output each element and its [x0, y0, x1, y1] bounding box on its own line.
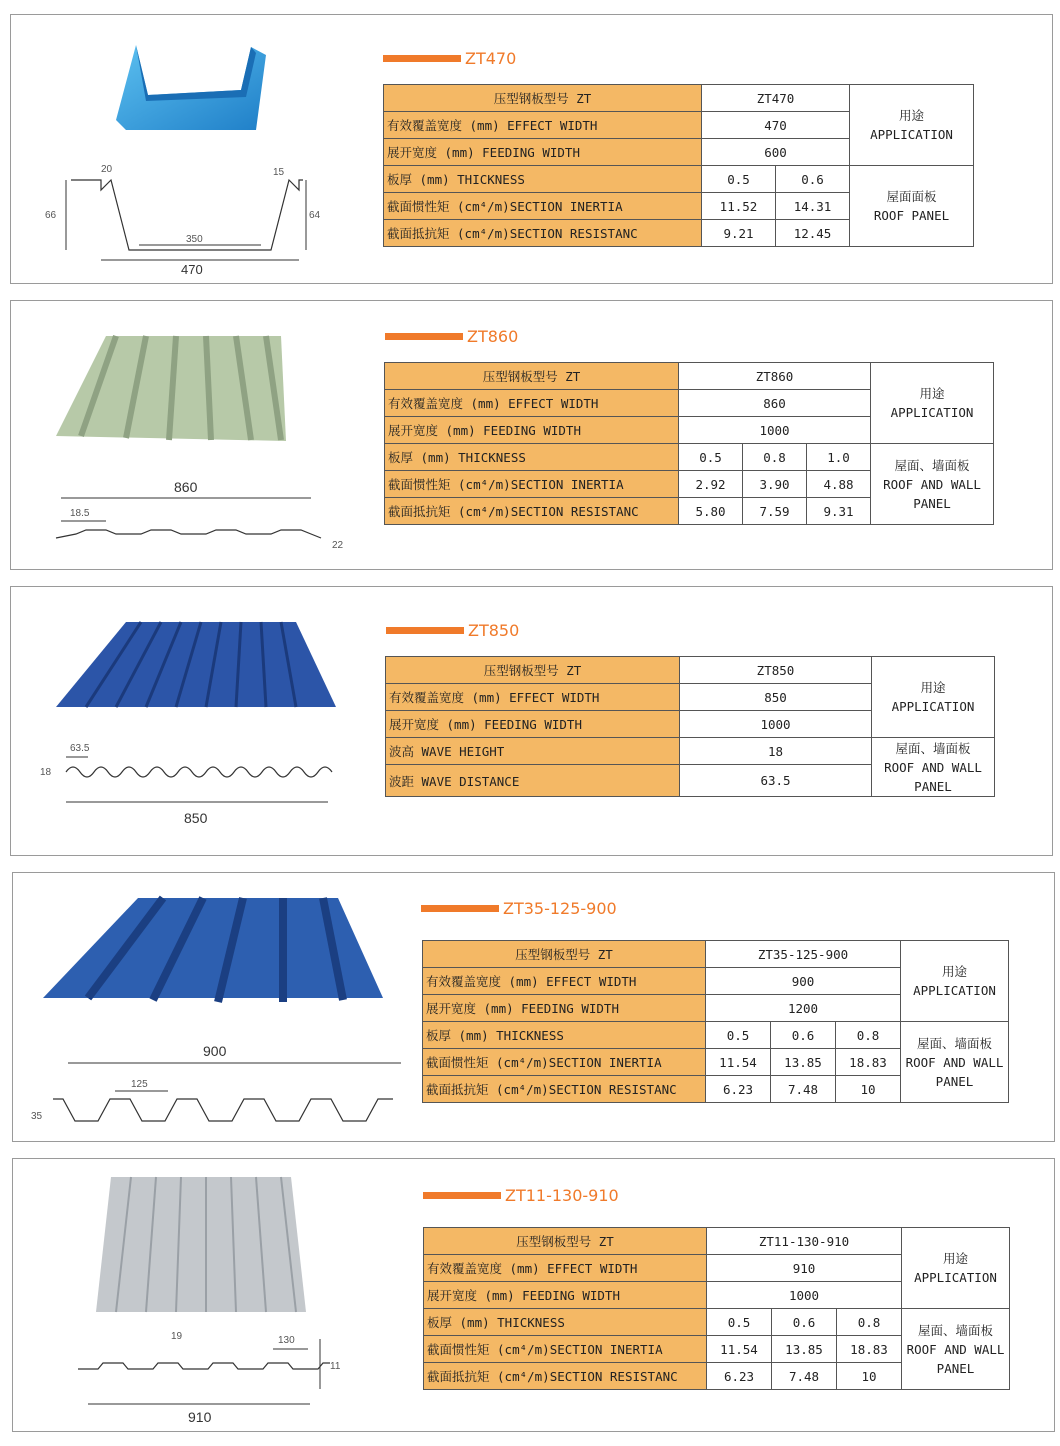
effect-width-value: 900: [706, 968, 901, 995]
inertia-value: 18.83: [837, 1336, 902, 1363]
profile-drawing-zt11-130-910: [68, 1319, 398, 1429]
wave-distance-value: 63.5: [680, 765, 872, 797]
use-en: ROOF AND WALL PANEL: [884, 759, 982, 794]
product-section-zt35-125-900: [12, 872, 1055, 1142]
title-text: ZT850: [468, 621, 520, 640]
model-label: 压型钢板型号 ZT: [424, 1228, 707, 1255]
feeding-width-value: 600: [702, 139, 850, 166]
dim-label: 860: [174, 479, 198, 495]
thickness-value: 0.5: [706, 1022, 771, 1049]
title-bar: [423, 1192, 501, 1199]
wave-distance-label: 波距 WAVE DISTANCE: [386, 765, 680, 797]
dim-label: 63.5: [70, 743, 90, 754]
use-cell: [871, 444, 994, 525]
spec-table-zt850: [385, 656, 995, 797]
dim-label: 66: [45, 210, 57, 221]
use-cn: 屋面、墙面板: [917, 1322, 993, 1338]
dim-label: 20: [101, 164, 113, 175]
feeding-width-label: 展开宽度 (mm) FEEDING WIDTH: [385, 417, 679, 444]
feeding-width-label: 展开宽度 (mm) FEEDING WIDTH: [386, 711, 680, 738]
thickness-label: 板厚 (mm) THICKNESS: [423, 1022, 706, 1049]
application-cn: 用途: [941, 964, 967, 979]
model-value: ZT470: [702, 85, 850, 112]
application-cell: [871, 363, 994, 444]
resistance-value: 9.31: [807, 498, 871, 525]
dim-label: 910: [188, 1409, 212, 1425]
thickness-value: 0.6: [772, 1309, 837, 1336]
resistance-label: 截面抵抗矩 (cm⁴/m)SECTION RESISTANC: [385, 498, 679, 525]
application-en: APPLICATION: [891, 699, 975, 714]
dim-label: 11: [330, 1361, 341, 1372]
inertia-value: 14.31: [776, 193, 850, 220]
use-en: ROOF PANEL: [873, 208, 950, 223]
panel-image-zt850: [46, 612, 346, 722]
application-cn: 用途: [942, 1251, 968, 1266]
dim-label: 470: [181, 262, 203, 277]
resistance-label: 截面抵抗矩 (cm⁴/m)SECTION RESISTANC: [423, 1076, 706, 1103]
application-cell: [872, 657, 995, 738]
feeding-width-value: 1000: [679, 417, 871, 444]
resistance-value: 9.21: [702, 220, 776, 247]
use-en: ROOF AND WALL PANEL: [906, 1341, 1005, 1376]
dim-label: 35: [31, 1111, 43, 1122]
product-section-zt850: [10, 586, 1053, 856]
wave-height-label: 波高 WAVE HEIGHT: [386, 738, 680, 765]
profile-drawing-zt35-125-900: [23, 1041, 403, 1131]
model-value: ZT11-130-910: [707, 1228, 902, 1255]
resistance-value: 7.59: [743, 498, 807, 525]
use-cn: 屋面、墙面板: [895, 740, 971, 756]
section-title-zt11-130-910: [423, 1186, 619, 1205]
inertia-value: 3.90: [743, 471, 807, 498]
feeding-width-value: 1000: [680, 711, 872, 738]
thickness-value: 0.6: [771, 1022, 836, 1049]
effect-width-value: 860: [679, 390, 871, 417]
thickness-value: 0.8: [743, 444, 807, 471]
panel-image-zt35-125-900: [38, 888, 398, 1018]
thickness-label: 板厚 (mm) THICKNESS: [385, 444, 679, 471]
feeding-width-label: 展开宽度 (mm) FEEDING WIDTH: [384, 139, 702, 166]
title-bar: [385, 333, 463, 340]
resistance-label: 截面抵抗矩 (cm⁴/m)SECTION RESISTANC: [384, 220, 702, 247]
inertia-value: 11.52: [702, 193, 776, 220]
effect-width-label: 有效覆盖宽度 (mm) EFFECT WIDTH: [386, 684, 680, 711]
effect-width-label: 有效覆盖宽度 (mm) EFFECT WIDTH: [384, 112, 702, 139]
effect-width-value: 850: [680, 684, 872, 711]
application-cn: 用途: [919, 386, 945, 401]
model-value: ZT860: [679, 363, 871, 390]
use-cell: [902, 1309, 1010, 1390]
model-label: 压型钢板型号 ZT: [386, 657, 680, 684]
title-bar: [386, 627, 464, 634]
application-cn: 用途: [899, 108, 925, 123]
thickness-value: 0.5: [702, 166, 776, 193]
model-label: 压型钢板型号 ZT: [385, 363, 679, 390]
profile-drawing-zt860: [46, 476, 366, 566]
dim-label: 900: [203, 1043, 227, 1059]
use-cn: 屋面、墙面板: [894, 457, 970, 473]
title-text: ZT35-125-900: [503, 899, 617, 918]
title-bar: [421, 905, 499, 912]
title-text: ZT470: [465, 49, 517, 68]
spec-table-zt11-130-910: [423, 1227, 1010, 1390]
resistance-value: 6.23: [707, 1363, 772, 1390]
resistance-label: 截面抵抗矩 (cm⁴/m)SECTION RESISTANC: [424, 1363, 707, 1390]
dim-label: 15: [273, 167, 285, 178]
dim-label: 125: [131, 1079, 148, 1090]
inertia-value: 4.88: [807, 471, 871, 498]
model-label: 压型钢板型号 ZT: [423, 941, 706, 968]
spec-table-zt860: [384, 362, 994, 525]
spec-table-zt35-125-900: [422, 940, 1009, 1103]
inertia-value: 11.54: [707, 1336, 772, 1363]
resistance-value: 7.48: [771, 1076, 836, 1103]
panel-image-zt470: [106, 35, 276, 145]
resistance-value: 12.45: [776, 220, 850, 247]
product-section-zt11-130-910: [12, 1158, 1055, 1432]
use-en: ROOF AND WALL PANEL: [883, 476, 981, 511]
resistance-value: 7.48: [772, 1363, 837, 1390]
thickness-value: 0.5: [707, 1309, 772, 1336]
thickness-label: 板厚 (mm) THICKNESS: [384, 166, 702, 193]
resistance-value: 10: [836, 1076, 901, 1103]
thickness-value: 0.6: [776, 166, 850, 193]
inertia-label: 截面惯性矩 (cm⁴/m)SECTION INERTIA: [384, 193, 702, 220]
feeding-width-value: 1000: [707, 1282, 902, 1309]
model-value: ZT35-125-900: [706, 941, 901, 968]
use-cell: [850, 166, 974, 247]
dim-label: 18: [40, 767, 52, 778]
thickness-value: 0.5: [679, 444, 743, 471]
spec-table-zt470: [383, 84, 974, 247]
resistance-value: 5.80: [679, 498, 743, 525]
product-section-zt470: [10, 14, 1053, 284]
section-title-zt470: [383, 49, 516, 68]
model-value: ZT850: [680, 657, 872, 684]
dim-label: 19: [171, 1331, 183, 1342]
application-cell: [902, 1228, 1010, 1309]
dim-label: 130: [278, 1335, 295, 1346]
effect-width-value: 470: [702, 112, 850, 139]
use-cell: [872, 738, 995, 797]
dim-label: 350: [186, 234, 203, 245]
inertia-label: 截面惯性矩 (cm⁴/m)SECTION INERTIA: [423, 1049, 706, 1076]
effect-width-value: 910: [707, 1255, 902, 1282]
use-cn: 屋面、墙面板: [916, 1035, 992, 1051]
title-bar: [383, 55, 461, 62]
dim-label: 22: [332, 540, 344, 551]
model-label: 压型钢板型号 ZT: [384, 85, 702, 112]
resistance-value: 10: [837, 1363, 902, 1390]
thickness-label: 板厚 (mm) THICKNESS: [424, 1309, 707, 1336]
effect-width-label: 有效覆盖宽度 (mm) EFFECT WIDTH: [424, 1255, 707, 1282]
section-title-zt850: [386, 621, 519, 640]
effect-width-label: 有效覆盖宽度 (mm) EFFECT WIDTH: [423, 968, 706, 995]
inertia-value: 18.83: [836, 1049, 901, 1076]
thickness-value: 0.8: [836, 1022, 901, 1049]
profile-drawing-zt470: [41, 150, 331, 280]
feeding-width-label: 展开宽度 (mm) FEEDING WIDTH: [423, 995, 706, 1022]
dim-label: 850: [184, 810, 208, 826]
dim-label: 64: [309, 210, 321, 221]
inertia-label: 截面惯性矩 (cm⁴/m)SECTION INERTIA: [424, 1336, 707, 1363]
use-en: ROOF AND WALL PANEL: [905, 1054, 1004, 1089]
application-cell: [901, 941, 1009, 1022]
dim-label: 18.5: [70, 508, 90, 519]
section-title-zt860: [385, 327, 518, 346]
application-cell: [850, 85, 974, 166]
inertia-value: 13.85: [771, 1049, 836, 1076]
resistance-value: 6.23: [706, 1076, 771, 1103]
panel-image-zt11-130-910: [91, 1167, 321, 1317]
title-text: ZT860: [467, 327, 519, 346]
profile-drawing-zt850: [36, 737, 356, 837]
application-en: APPLICATION: [890, 405, 974, 420]
inertia-value: 2.92: [679, 471, 743, 498]
application-en: APPLICATION: [870, 127, 953, 142]
thickness-value: 0.8: [837, 1309, 902, 1336]
effect-width-label: 有效覆盖宽度 (mm) EFFECT WIDTH: [385, 390, 679, 417]
thickness-value: 1.0: [807, 444, 871, 471]
feeding-width-value: 1200: [706, 995, 901, 1022]
feeding-width-label: 展开宽度 (mm) FEEDING WIDTH: [424, 1282, 707, 1309]
application-en: APPLICATION: [914, 1270, 997, 1285]
use-cn: 屋面面板: [886, 189, 937, 204]
inertia-value: 11.54: [706, 1049, 771, 1076]
inertia-value: 13.85: [772, 1336, 837, 1363]
application-cn: 用途: [920, 680, 946, 695]
panel-image-zt860: [41, 316, 301, 456]
application-en: APPLICATION: [913, 983, 996, 998]
product-section-zt860: [10, 300, 1053, 570]
inertia-label: 截面惯性矩 (cm⁴/m)SECTION INERTIA: [385, 471, 679, 498]
use-cell: [901, 1022, 1009, 1103]
wave-height-value: 18: [680, 738, 872, 765]
section-title-zt35-125-900: [421, 899, 617, 918]
title-text: ZT11-130-910: [505, 1186, 619, 1205]
